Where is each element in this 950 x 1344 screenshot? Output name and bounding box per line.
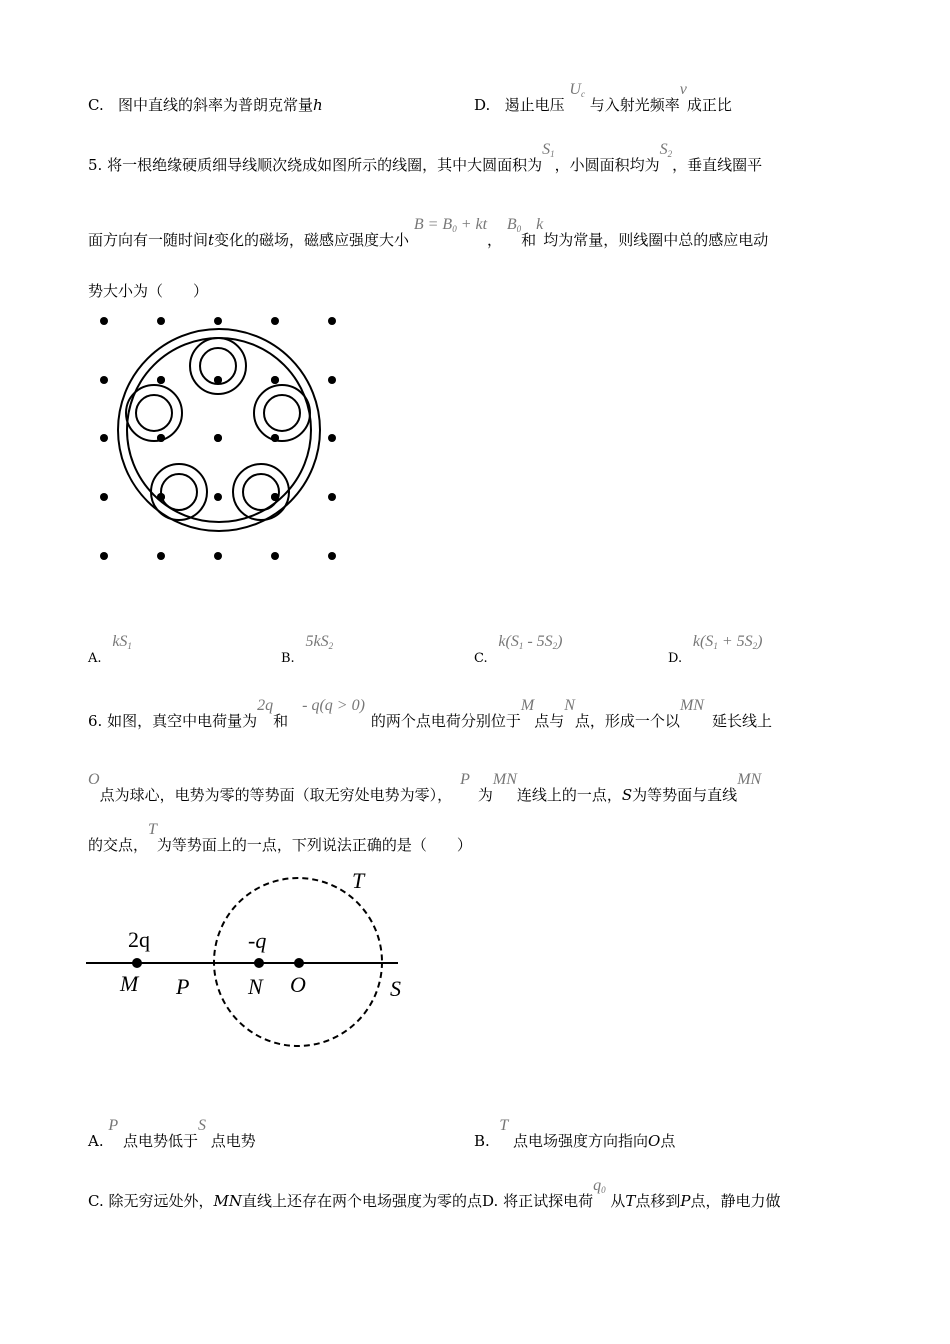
planck-h: h <box>313 96 323 114</box>
q5-stem-line3: 势大小为（ ） <box>88 282 209 300</box>
q6-stem-line3: 的交点，T为等势面上的一点，下列说法正确的是（ ） <box>88 821 472 854</box>
q6-equipotential-figure <box>80 860 440 1060</box>
var-b0: $B_0$ <box>506 216 522 234</box>
label-p: P <box>176 974 190 999</box>
option-label: C. <box>88 96 104 114</box>
q4-option-d <box>474 81 732 115</box>
label-neg-q: -q <box>248 928 267 953</box>
option-label: D. <box>474 96 491 114</box>
var-uc: $U_c$ <box>569 81 585 99</box>
q6-option-c-d: C. 除无穷远处外，MN直线上还存在两个电场强度为零的点D. 将正试探电荷$q_0$ 从T点移到P点，静电力做 <box>88 1177 781 1210</box>
q5-coil-figure <box>80 300 360 580</box>
q5-stem-line1: 5. 将一根绝缘硬质细导线顺次绕成如图所示的线圈，其中大圆面积为$S_1$，小圆面积均为$S_2$，垂直线圈平 <box>88 141 763 174</box>
label-m: M <box>120 971 139 996</box>
q6-stem-line1: 6. 如图，真空中电荷量为2q和- q(q > 0)的两个点电荷分别位于M点与N点，形成一个以MN延长线上 <box>88 697 772 730</box>
option-text: 与入射光频率 <box>589 96 680 114</box>
label-s: S <box>390 976 401 1001</box>
var-s2: $S_2$ <box>659 141 673 159</box>
q6-option-b: B. T 点电场强度方向指向O点 <box>474 1117 676 1150</box>
q4-option-c <box>88 94 323 115</box>
var-k: k <box>536 216 544 233</box>
formula-b: $B = B_0$ + kt <box>413 216 488 234</box>
q5-stem-line2: 面方向有一随时间t变化的磁场，磁感应强度大小 $B = B_0$ + kt， $B_0$和k均为常量，则线圈中总的感应电动 <box>88 216 769 249</box>
label-2q: 2q <box>128 927 150 952</box>
label-o: O <box>290 972 306 997</box>
q5-option-d: D. $k(S_1 + 5S_2)$ <box>668 633 763 666</box>
var-nu: ν <box>679 81 687 98</box>
option-text: 成正比 <box>686 96 732 114</box>
q6-option-a: A. P 点电势低于S 点电势 <box>88 1117 256 1150</box>
option-text: 遏止电压 <box>504 96 565 114</box>
charge-m-dot <box>132 958 142 968</box>
label-n: N <box>248 974 263 999</box>
center-o-dot <box>294 958 304 968</box>
label-t: T <box>352 868 365 893</box>
q6-stem-line2: O点为球心，电势为零的等势面（取无穷处电势为零），P为MN连线上的一点，S为等势面与直线MN <box>88 771 762 804</box>
q5-option-c: C. $k(S_1 - 5S_2)$ <box>474 633 563 666</box>
charge-n-dot <box>254 958 264 968</box>
q5-option-b: B. $5kS_2$ <box>281 633 334 666</box>
option-text: 图中直线的斜率为普朗克常量 <box>118 96 314 114</box>
var-q0: $q_0$ <box>593 1177 606 1195</box>
q5-option-a: A. $kS_1$ <box>88 633 132 666</box>
var-s1: $S_1$ <box>542 141 555 159</box>
